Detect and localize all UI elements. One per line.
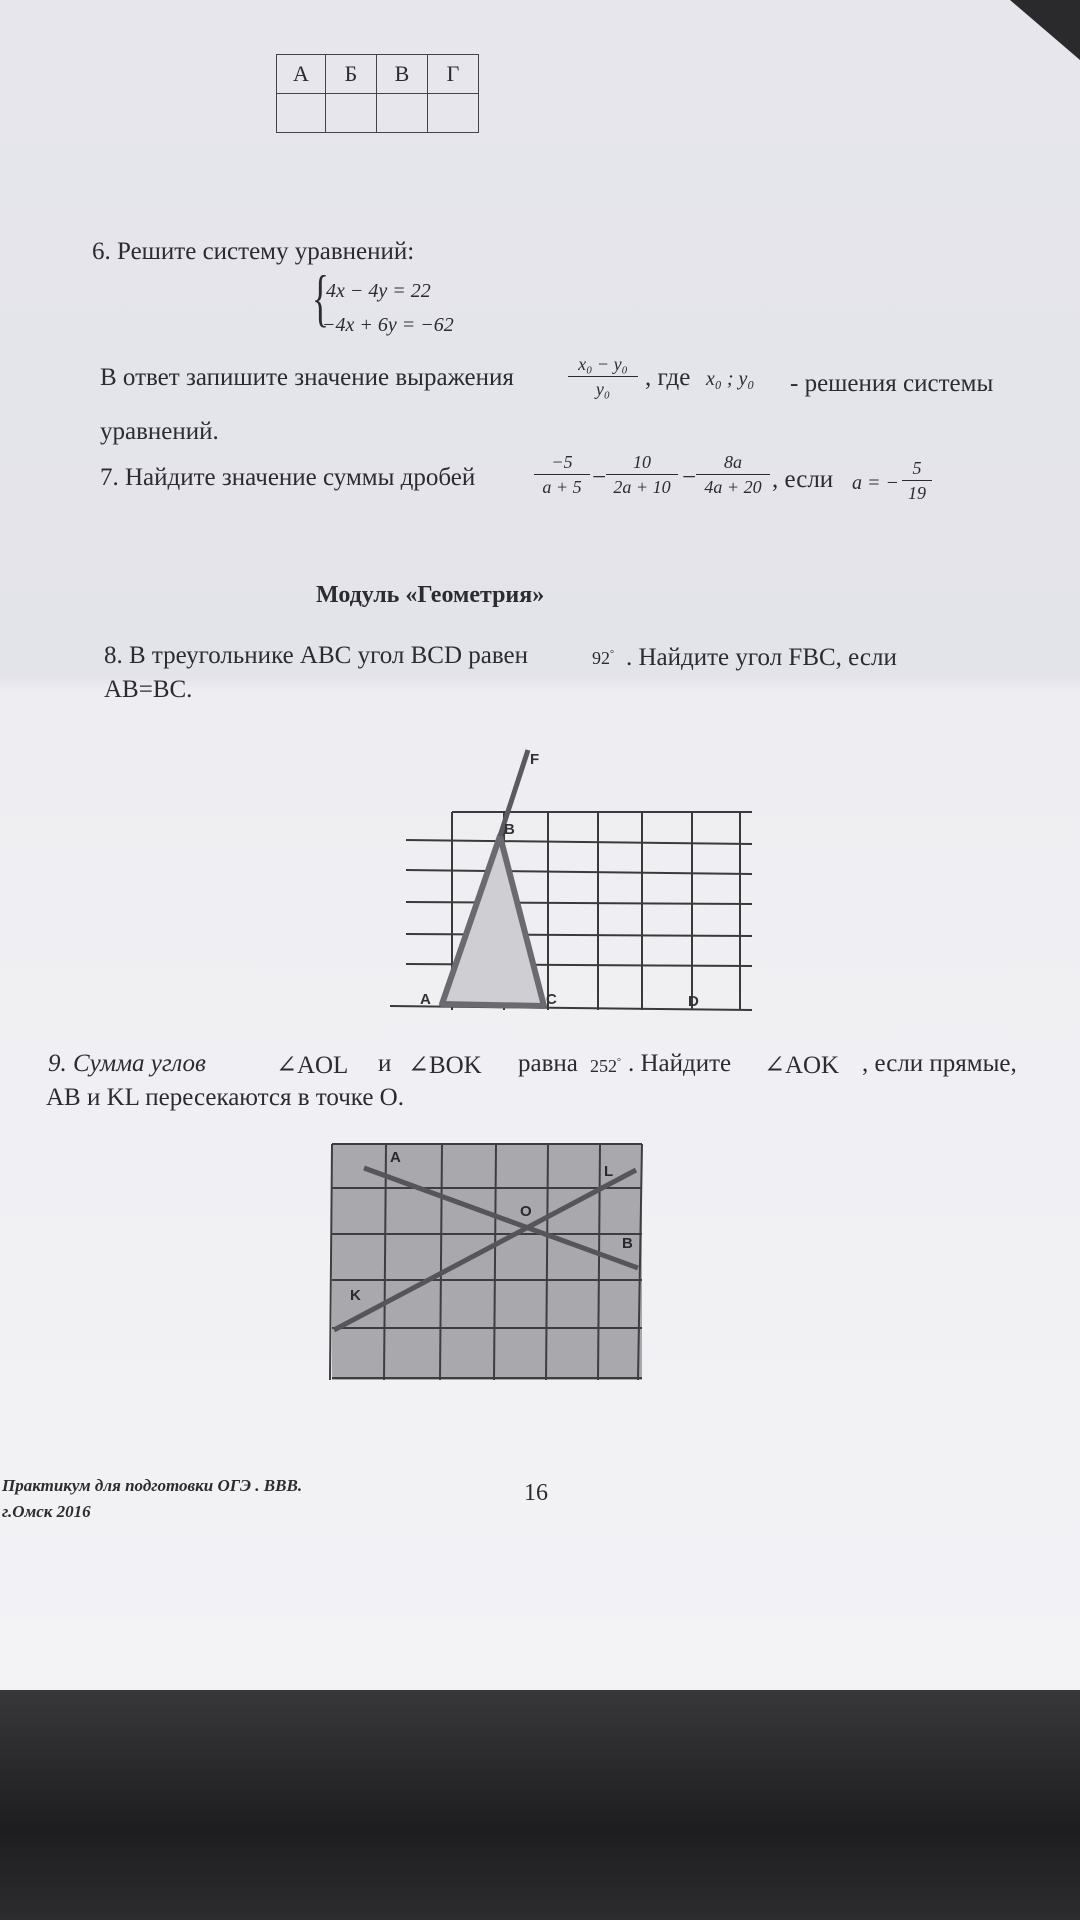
label-B: B [622,1235,633,1252]
answer-table-header: Г [428,55,479,94]
fraction-denominator: 4a + 20 [704,477,762,497]
task6-answer-prefix: В ответ запишите значение выражения [100,364,514,391]
task6-answer-end: уравнений. [100,418,219,445]
answer-cell [326,94,377,133]
task6-vars: x₀ ; y₀ [706,368,755,390]
task7-operator-2: − [682,464,697,491]
label-L: L [604,1163,614,1180]
task6-expression-denominator: y₀ [595,379,611,399]
label-A: A [420,991,431,1008]
degree-sign: ° [617,1057,621,1068]
answer-cell [428,94,479,133]
task7-fraction-2 [606,450,678,499]
fraction-denominator: 2a + 10 [613,477,671,497]
degree-sign: ° [610,649,614,660]
task9-angle-value: 252 [590,1056,617,1076]
task6-equation-1: 4x − 4y = 22 [326,280,431,302]
task8-angle-value: 92 [592,648,610,668]
task9-conjunction: и [378,1050,392,1077]
task7-operator-1: − [592,464,607,491]
task9-angle-aol: ∠AOL [276,1052,349,1079]
label-C: C [546,991,557,1008]
fraction-denominator: a + 5 [542,477,582,497]
task6-answer-mid: , где [645,364,691,391]
fraction-numerator: 10 [633,452,651,472]
task6-expression-numerator: x₀ − y₀ [578,354,628,374]
desk-background [0,1690,1080,1920]
task8-line2: АВ=ВС. [104,676,193,703]
task6-expression-fraction [568,352,638,401]
task7-condition-var: a = − [852,472,899,494]
task9-line1-c: . Найдите [628,1050,732,1077]
answer-table-header: А [277,55,326,94]
task9-line1-a: 9. Сумма углов [48,1050,206,1077]
task6-equation-2: −4x + 6y = −62 [322,314,454,336]
fraction-numerator: 8a [724,452,742,472]
answer-table-header: В [377,55,428,94]
label-K: K [350,1287,361,1304]
answer-table-header: Б [326,55,377,94]
footer-line-2: г.Омск 2016 [2,1502,91,1521]
task9-angle-aok: ∠AOK [764,1052,840,1079]
task9-line1-d: , если прямые, [862,1050,1017,1077]
task9-angle [590,1056,621,1077]
task9-line1-b: равна [518,1050,578,1077]
answer-cell [277,94,326,133]
triangle-figure [380,740,760,1030]
intersecting-lines-figure [320,1140,650,1390]
label-O: O [520,1203,532,1220]
fraction-denominator: 19 [908,483,926,503]
task7-fraction-3 [696,450,770,499]
module-title: Модуль «Геометрия» [316,582,545,608]
task8-line1-b: . Найдите угол FBC, если [626,644,897,671]
task8-line1-a: 8. В треугольнике АВС угол ВСD равен [104,642,528,669]
page-number: 16 [524,1480,548,1506]
system-brace: { [312,262,329,333]
task9-line2: АВ и KL пересекаются в точке О. [46,1084,404,1111]
answer-cell [377,94,428,133]
answer-table [276,54,479,133]
fraction-numerator: 5 [912,458,922,478]
label-D: D [688,993,699,1010]
footer-line-1: Практикум для подготовки ОГЭ . ВВВ. [2,1476,303,1495]
task8-angle [592,648,614,669]
fraction-numerator: −5 [551,452,573,472]
task7-condition: , если [772,466,834,493]
label-A: A [390,1149,401,1166]
task7-prefix: 7. Найдите значение суммы дробей [100,464,476,491]
label-F: F [530,751,540,768]
task7-fraction-1 [534,450,590,499]
label-B: B [504,821,515,838]
task7-condition-fraction [902,456,932,505]
task9-angle-bok: ∠BOK [408,1052,482,1079]
task6-answer-suffix: - решения системы [790,370,994,397]
task6-title: 6. Решите систему уравнений: [92,238,415,265]
